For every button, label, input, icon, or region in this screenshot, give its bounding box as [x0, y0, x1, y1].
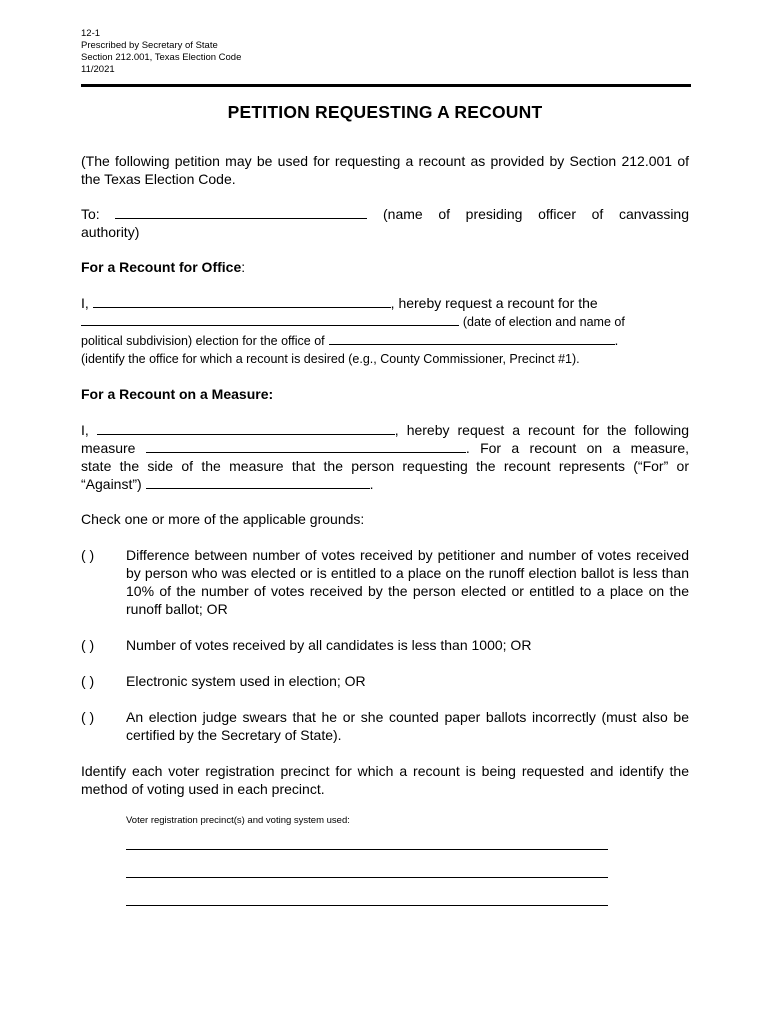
side-field[interactable] — [146, 475, 370, 489]
office-heading: For a Recount for Office: — [81, 259, 246, 275]
office-request-line: I, , hereby request a recount for the — [81, 295, 598, 311]
measure-field[interactable] — [146, 439, 466, 453]
measure-heading: For a Recount on a Measure: — [81, 386, 274, 402]
election-date-field[interactable] — [81, 312, 459, 326]
ground-item — [81, 708, 689, 744]
ground-item — [81, 546, 689, 618]
measure-block: I, , hereby request a recount for the following measure . For a recount on a measure, state the side of the measure that the person requesting the recount represents (“For” or “Against”) . — [81, 422, 690, 492]
office-title-line: political subdivision) election for the office of . — [81, 332, 619, 348]
to-hint-line2: authority) — [81, 224, 140, 240]
office-date-line: (date of election and name of — [81, 312, 689, 331]
ground-text: An election judge swears that he or she counted paper ballots incorrectly (must also be certified by the Secretary of State). — [126, 709, 689, 743]
grounds-instruction: Check one or more of the applicable grounds: — [81, 511, 365, 527]
office-hint: (identify the office for which a recount is desired (e.g., County Commissioner, Precinct #1). — [81, 352, 580, 366]
intro-text: (The following petition may be used for requesting a recount as provided by Section 212.001 of the Texas Election Code. — [81, 153, 689, 187]
precinct-instruction: Identify each voter registration precinct for which a recount is being requested and identify the method of voting used in each precinct. — [81, 763, 689, 797]
ground-checkbox[interactable]: ( ) — [81, 637, 95, 653]
measure-side-text: state the side of the measure that the person requesting the recount represents (“For” or — [81, 458, 689, 474]
precinct-field-label: Voter registration precinct(s) and voting system used: — [126, 815, 350, 826]
ground-item — [81, 636, 689, 654]
ground-checkbox[interactable]: ( ) — [81, 673, 95, 689]
ground-checkbox[interactable]: ( ) — [81, 709, 95, 725]
code-section: Section 212.001, Texas Election Code — [81, 52, 242, 63]
prescribed-by: Prescribed by Secretary of State — [81, 40, 218, 51]
petition-form — [81, 28, 689, 906]
ground-text: Difference between number of votes received by petitioner and number of votes received by person who was elected or is entitled to a place on the runoff election ballot is less than 10% of the number of votes received by the person elected or entitled to a place on the runoff ballot; OR — [126, 547, 689, 617]
ground-item — [81, 672, 689, 690]
form-header — [81, 28, 689, 76]
petitioner-name-field[interactable] — [93, 294, 391, 308]
precinct-line-1[interactable] — [126, 849, 608, 850]
form-number: 12-1 — [81, 28, 101, 39]
form-date: 11/2021 — [81, 64, 115, 75]
header-rule — [81, 84, 691, 87]
to-hint: (name of presiding officer of canvassing — [383, 206, 690, 222]
precinct-line-3[interactable] — [126, 905, 608, 906]
precinct-line-2[interactable] — [126, 877, 608, 878]
ground-checkbox[interactable]: ( ) — [81, 547, 95, 563]
presiding-officer-field[interactable] — [115, 205, 367, 219]
to-label: To: — [81, 206, 100, 222]
to-line — [81, 205, 689, 223]
ground-text: Electronic system used in election; OR — [126, 673, 366, 689]
page-title: PETITION REQUESTING A RECOUNT — [227, 102, 543, 122]
measure-petitioner-field[interactable] — [97, 421, 395, 435]
ground-text: Number of votes received by all candidates is less than 1000; OR — [126, 637, 532, 653]
office-field[interactable] — [329, 331, 615, 345]
